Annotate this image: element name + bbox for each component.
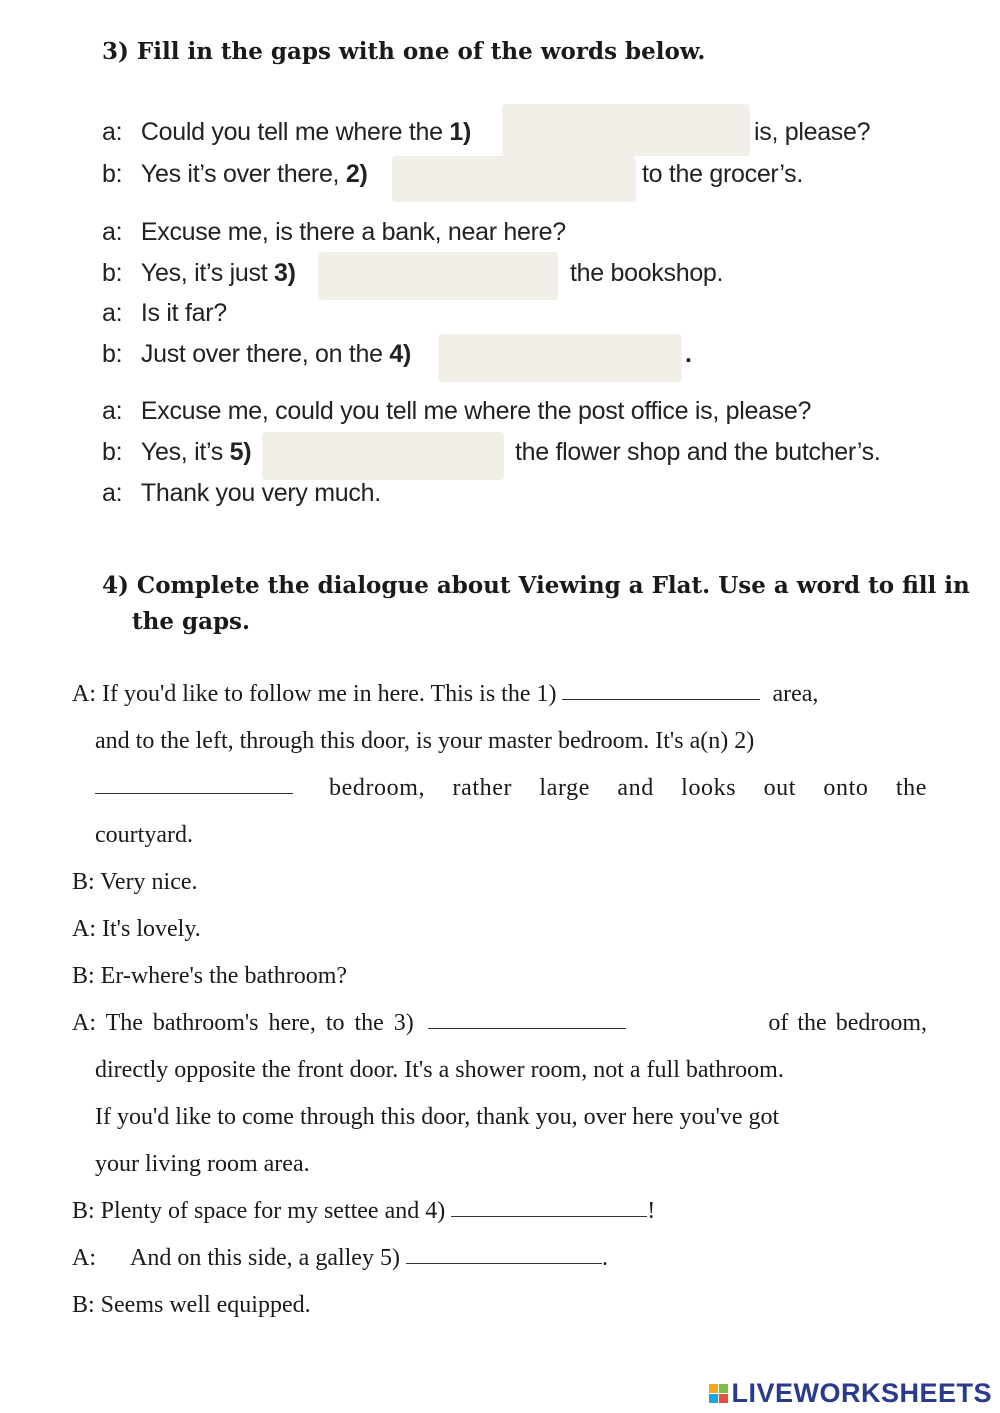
blank-1[interactable] [562,681,760,700]
blank-5[interactable] [406,1245,602,1264]
line-text: area, [772,681,819,707]
line-text: Could you tell me where the [140,118,450,146]
dialogue-line-3 [95,775,927,802]
blank-4[interactable] [451,1198,647,1217]
blank-5-input[interactable] [406,1248,602,1271]
line-text: Excuse me, could you tell me where the post office is, please? [140,397,812,425]
line-text: Thank you very much. [140,479,381,507]
section-4-heading [102,572,970,599]
dialogue-line-11: your living room area. [95,1151,310,1177]
gap-3-box[interactable] [318,252,558,300]
speaker-label: b: [102,259,123,287]
blank-2-input[interactable] [95,778,293,801]
line-text: Just over there, on the [140,340,390,368]
dialogue-line-2: and to the left, through this door, is your master bedroom. It's a(n) 2) [95,728,755,754]
liveworksheets-logo [709,1378,992,1409]
speaker-label: a: [102,299,123,327]
gap-number: 3) [273,259,296,287]
dialogue-3-line-c [102,479,381,508]
section-3-heading [102,38,705,65]
dialogue-2-line-d-end: . [685,340,692,368]
speaker-label: a: [102,118,123,146]
dialogue-line-12 [72,1198,655,1225]
section-3-title: Fill in the gaps with one of the words below. [136,38,706,65]
gap-1-box[interactable] [502,104,750,156]
dialogue-line-8 [72,1010,927,1037]
dialogue-line-5: B: Very nice. [72,869,198,895]
gap-1-input[interactable] [502,104,750,156]
blank-2[interactable] [95,775,293,794]
dialogue-line-9: directly opposite the front door. It's a shower room, not a full bathroom. [95,1057,784,1083]
speaker-label: a: [102,397,123,425]
speaker-label: a: [102,218,123,246]
line-text: A: If you'd like to follow me in here. This is the 1) [72,681,557,707]
blank-4-input[interactable] [451,1201,647,1224]
blank-3-input[interactable] [428,1013,626,1036]
dialogue-line-7: B: Er-where's the bathroom? [72,963,348,989]
gap-number: 4) [389,340,412,368]
line-text: . [601,1245,608,1271]
dialogue-line-10: If you'd like to come through this door, thank you, over here you've got [95,1104,780,1130]
dialogue-3-line-b [102,438,251,467]
dialogue-2-line-b-end: the bookshop. [570,259,724,287]
dialogue-1-line-a-end: is, please? [754,118,871,146]
dialogue-3-line-b-end: the flower shop and the butcher’s. [515,438,881,466]
line-text: Excuse me, is there a bank, near here? [140,218,566,246]
blank-1-input[interactable] [562,684,760,707]
speaker-label: b: [102,160,123,188]
gap-number: 2) [345,160,368,188]
gap-3-input[interactable] [318,252,558,300]
dialogue-line-6: A: It's lovely. [72,916,201,942]
dialogue-1-line-b-end: to the grocer’s. [642,160,804,188]
line-text: Yes, it’s [140,438,230,466]
gap-2-input[interactable] [392,156,636,202]
gap-number: 5) [229,438,252,466]
gap-5-box[interactable] [262,432,504,480]
dialogue-1-line-a [102,118,471,147]
gap-4-box[interactable] [438,334,682,382]
section-3-number: 3) [102,38,129,65]
speaker-label: b: [102,340,123,368]
section-4-number: 4) [102,572,129,599]
dialogue-2-line-c [102,299,227,328]
line-text: Yes it’s over there, [140,160,346,188]
dialogue-line-14: B: Seems well equipped. [72,1292,311,1318]
logo-text: LIVEWORKSHEETS [731,1378,992,1408]
gap-number: 1) [449,118,471,146]
line-text: Yes, it’s just [140,259,274,287]
line-text: Is it far? [140,299,227,327]
dialogue-line-1 [72,681,818,708]
speaker-label: A: [72,1245,96,1271]
dialogue-2-line-a [102,218,566,247]
blank-3[interactable] [428,1010,626,1029]
gap-2-box[interactable] [392,156,636,202]
gap-5-input[interactable] [262,432,504,480]
dialogue-1-line-b [102,160,367,189]
speaker-label: b: [102,438,123,466]
line-text: ! [647,1198,656,1224]
dialogue-2-line-b [102,259,296,288]
line-text: bedroom, rather large and looks out onto the [329,775,927,801]
speaker-label: a: [102,479,123,507]
dialogue-line-13 [72,1245,608,1272]
dialogue-3-line-a [102,397,811,426]
section-4-title-line-1: Complete the dialogue about Viewing a Flat. Use a word to fill in [136,572,970,599]
line-text: B: Plenty of space for my settee and 4) [72,1198,446,1224]
line-text: of the bedroom, [768,1010,927,1036]
dialogue-line-4: courtyard. [95,822,193,848]
gap-4-input[interactable] [438,334,682,382]
line-text: And on this side, a galley 5) [130,1245,400,1271]
logo-grid-icon [709,1384,728,1403]
dialogue-2-line-d [102,340,411,369]
section-4-title-line-2: the gaps. [132,608,251,635]
line-text: A: The bathroom's here, to the 3) [72,1010,414,1036]
